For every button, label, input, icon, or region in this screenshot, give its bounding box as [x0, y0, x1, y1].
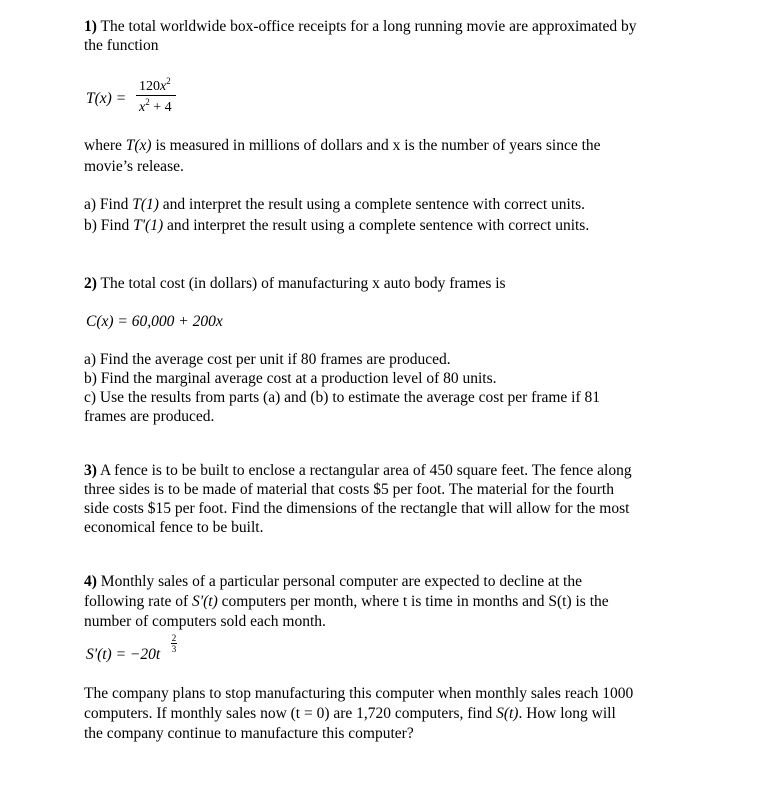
problem-4-line-6: the company continue to manufacture this computer? [84, 725, 414, 742]
problem-3-line-4: economical fence to be built. [84, 519, 264, 536]
problem-1-line-1: 1) The total worldwide box-office receipts for a long running movie are approximated by [84, 18, 637, 35]
problem-2-part-a: a) Find the average cost per unit if 80 frames are produced. [84, 351, 451, 368]
problem-1-where-line-2: movie’s release. [84, 158, 184, 175]
formula-lhs: T(x) = [86, 90, 127, 107]
problem-3-line-2: three sides is to be made of material that costs $5 per foot. The material for the fourth [84, 481, 614, 498]
problem-2-number: 2) [84, 275, 97, 292]
function-C-formula: C(x) = 60,000 + 200x [86, 313, 223, 330]
problem-4-line-5: computers. If monthly sales now (t = 0) are 1,720 computers, find S(t). How long will [84, 705, 616, 722]
problem-1-part-a: a) Find T(1) and interpret the result using a complete sentence with correct units. [84, 196, 586, 213]
problem-4-number: 4) [84, 573, 97, 590]
s-prime-exponent: 2 3 [171, 633, 177, 654]
problem-4-line-2: following rate of S'(t) computers per month, where t is time in months and S(t) is the [84, 593, 609, 610]
problem-2-line-1: 2) The total cost (in dollars) of manufacturing x auto body frames is [84, 275, 506, 292]
problem-2-part-c-line-1: c) Use the results from parts (a) and (b) to estimate the average cost per frame if 81 [84, 389, 601, 406]
problem-3-number: 3) [84, 462, 97, 479]
problem-2-part-c-line-2: frames are produced. [84, 408, 215, 425]
problem-4-line-4: The company plans to stop manufacturing this computer when monthly sales reach 1000 [84, 685, 634, 702]
problem-1-part-b: b) Find T'(1) and interpret the result using a complete sentence with correct units. [84, 217, 590, 234]
problem-4-line-3: number of computers sold each month. [84, 613, 326, 630]
problem-3-line-1: 3) A fence is to be built to enclose a rectangular area of 450 square feet. The fence along [84, 462, 632, 479]
formula-denominator: $x^2 + 4$ [139, 97, 172, 115]
fraction-bar [136, 95, 176, 96]
problem-1-where-line-1: where T(x) is measured in millions of dollars and x is the number of years since the [84, 137, 601, 154]
problem-2-part-b: b) Find the marginal average cost at a production level of 80 units. [84, 370, 497, 387]
problem-3-line-3: side costs $15 per foot. Find the dimensions of the rectangle that will allow for the most [84, 500, 630, 517]
s-prime-formula-base: S'(t) = −20t [86, 646, 161, 663]
problem-4-line-1: 4) Monthly sales of a particular personal computer are expected to decline at the [84, 573, 582, 590]
problem-1-line-2: the function [84, 37, 159, 54]
formula-numerator: $120x^2$ [139, 76, 171, 94]
problem-1-number: 1) [84, 18, 97, 35]
